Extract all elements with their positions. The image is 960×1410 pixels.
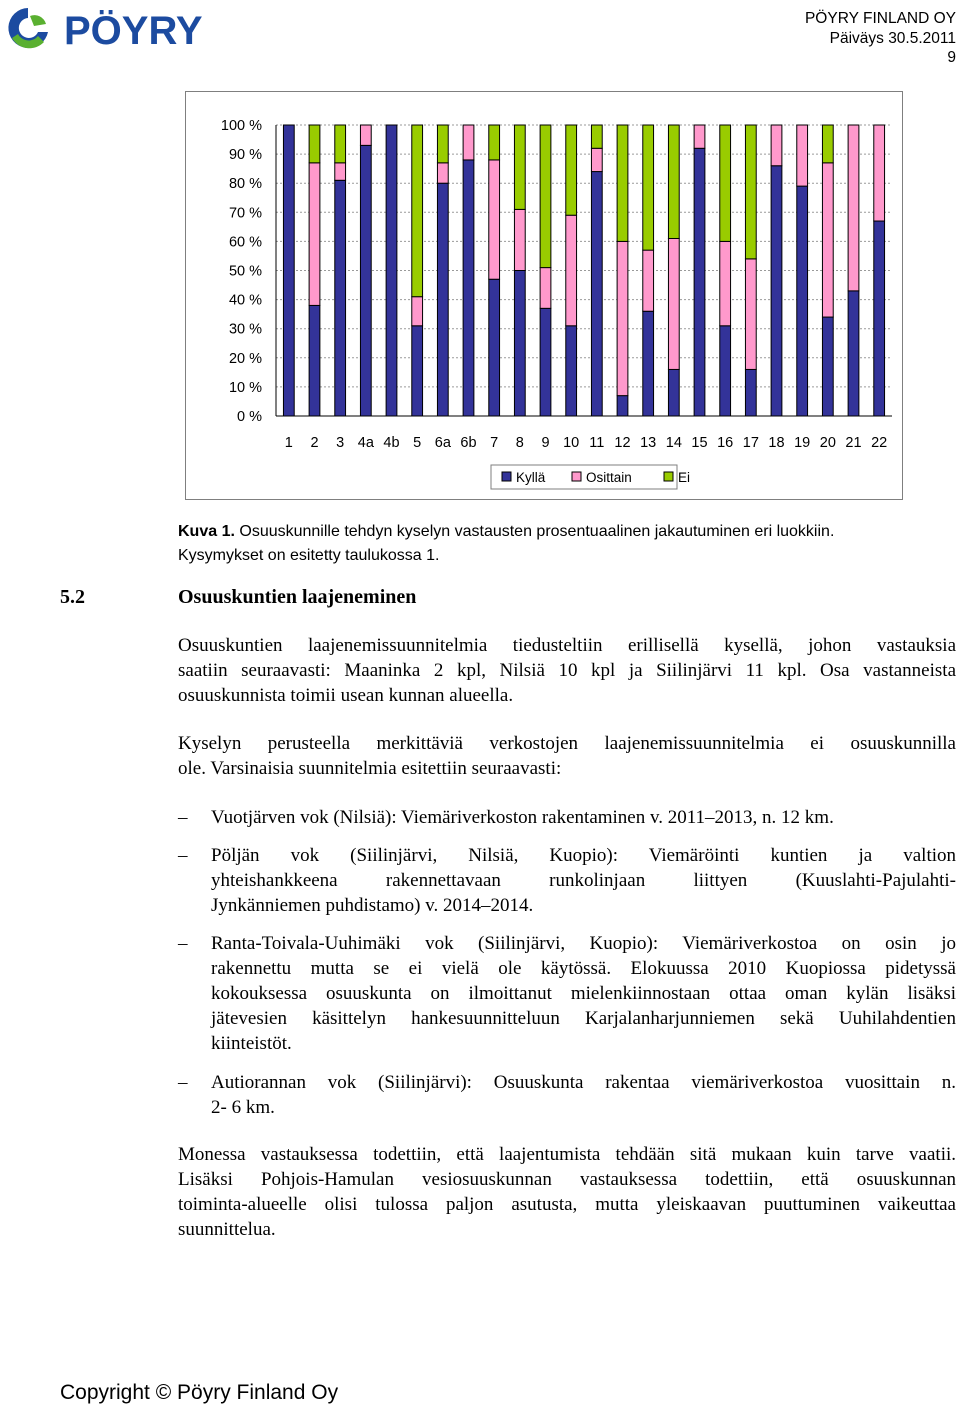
bar-segment: [591, 148, 602, 171]
x-tick-label: 15: [691, 435, 708, 451]
bar-segment: [309, 125, 320, 163]
list-item: [178, 805, 956, 830]
section-heading: [60, 586, 416, 609]
list-item: [178, 931, 956, 1056]
bar-segment: [822, 317, 833, 416]
caption-text-line2: Kysymykset on esitetty taulukossa 1.: [178, 547, 440, 564]
bar-segment: [745, 125, 756, 259]
copyright-footer: Copyright © Pöyry Finland Oy: [60, 1381, 339, 1404]
bar-segment: [617, 241, 628, 395]
y-tick-label: 90 %: [228, 147, 262, 164]
list-item: [178, 1070, 956, 1120]
bar-segment: [566, 125, 577, 215]
bar-segment: [335, 125, 346, 163]
x-tick-label: 13: [640, 435, 657, 451]
x-tick-label: 1: [284, 435, 293, 451]
section-number: 5.2: [60, 586, 85, 608]
bar-segment: [745, 259, 756, 370]
x-tick-label: 17: [742, 435, 759, 451]
bar-segment: [848, 125, 859, 291]
x-tick-label: 20: [819, 435, 836, 451]
y-tick-label: 0 %: [237, 409, 262, 425]
bar-segment: [489, 160, 500, 279]
bar-segment: [643, 311, 654, 416]
paragraph-3: [178, 1142, 956, 1242]
bar-segment: [514, 125, 525, 209]
bar-segment: [797, 186, 808, 416]
bar-segment: [540, 125, 551, 268]
logo-wordmark: PÖYRY: [64, 9, 203, 52]
x-tick-label: 18: [768, 435, 785, 451]
y-tick-label: 80 %: [228, 176, 262, 193]
bar-segment: [437, 183, 448, 416]
text-line: yhteishankkeena rakennettavaan runkolinjaan liittyen (Kuuslahti-Pajulahti-: [211, 870, 956, 891]
x-tick-label: 11: [589, 435, 605, 451]
x-tick-label: 16: [717, 435, 734, 451]
y-tick-label: 60 %: [228, 234, 262, 251]
bar-segment: [335, 180, 346, 416]
bar-segment: [309, 305, 320, 416]
x-tick-label: 8: [515, 435, 524, 451]
x-tick-label: 6b: [460, 435, 477, 451]
company-name: PÖYRY FINLAND OY: [804, 10, 956, 27]
legend-label: Osittain: [586, 470, 632, 485]
bar-segment: [668, 369, 679, 416]
legend-label: Ei: [678, 470, 691, 485]
x-tick-label: 21: [845, 435, 862, 451]
text-line: jätevesien käsittelyn hankesuunnitteluun Karjalanharjunniemen sekä Uuhilahdentien: [211, 1008, 956, 1029]
text-line: Lisäksi Pohjois-Hamulan vesiosuuskunnan vastauksessa todettiin, että osuuskunnan: [178, 1169, 956, 1190]
x-tick-label: 22: [871, 435, 888, 451]
list-dash: –: [178, 1072, 188, 1093]
bar-segment: [540, 268, 551, 309]
text-line: Autiorannan vok (Siilinjärvi): Osuuskunta rakentaa viemäriverkostoa vuosittain n.: [211, 1072, 956, 1093]
bar-segment: [771, 125, 782, 166]
bar-segment: [566, 215, 577, 326]
bar-segment: [566, 326, 577, 416]
bar-segment: [771, 166, 782, 416]
y-tick-label: 50 %: [228, 263, 262, 280]
legend-swatch: [502, 472, 511, 481]
y-tick-label: 20 %: [228, 350, 262, 367]
text-line: rakennettu mutta se ei vielä ole käytössä. Elokuussa 2010 Kuopiossa pidetyssä: [211, 958, 956, 979]
bar-segment: [335, 163, 346, 180]
bar-segment: [283, 125, 294, 416]
y-tick-label: 100 %: [220, 118, 262, 134]
x-tick-label: 4a: [357, 435, 374, 451]
poyry-logo: [4, 4, 254, 52]
bar-segment: [360, 145, 371, 416]
bar-segment: [617, 125, 628, 241]
text-line: kiinteistöt.: [211, 1033, 292, 1054]
bar-segment: [874, 125, 885, 221]
caption-label: Kuva 1.: [178, 523, 235, 540]
bar-segment: [386, 125, 397, 416]
bar-segment: [720, 326, 731, 416]
text-line: osuuskunnista toimii usean kunnan alueella.: [178, 685, 514, 706]
bar-segment: [412, 326, 423, 416]
bar-segment: [540, 308, 551, 416]
logo-mark-icon: [8, 8, 48, 48]
bar-segment: [412, 297, 423, 326]
document-header-info: [805, 9, 956, 68]
text-line: suunnittelua.: [178, 1219, 276, 1240]
bar-segment: [463, 125, 474, 160]
bar-segment: [797, 125, 808, 186]
bar-segment: [591, 172, 602, 416]
x-tick-label: 9: [541, 435, 550, 451]
bar-segment: [514, 271, 525, 417]
x-tick-label: 2: [310, 435, 319, 451]
x-tick-label: 12: [614, 435, 631, 451]
text-line: Jynkänniemen puhdistamo) v. 2014–2014.: [211, 895, 534, 916]
bar-segment: [514, 209, 525, 270]
x-tick-label: 5: [413, 435, 422, 451]
legend-swatch: [664, 472, 673, 481]
text-line: ole. Varsinaisia suunnitelmia esitettiin seuraavasti:: [178, 758, 562, 779]
list-dash: –: [178, 807, 188, 828]
text-line: Kyselyn perusteella merkittäviä verkostojen laajenemissuunnitelmia ei osuuskunnilla: [178, 733, 956, 754]
bar-segment: [822, 163, 833, 317]
y-tick-label: 40 %: [228, 292, 262, 309]
bar-segment: [309, 163, 320, 306]
bar-segment: [437, 125, 448, 163]
text-line: Vuotjärven vok (Nilsiä): Viemäriverkoston rakentaminen v. 2011–2013, n. 12 km.: [211, 807, 834, 828]
text-line: Monessa vastauksessa todettiin, että laajentumista tehdään sitä mukaan kuin tarve vaatii.: [178, 1144, 956, 1165]
x-tick-label: 10: [563, 435, 580, 451]
paragraph-1: [178, 633, 956, 708]
bar-segment: [668, 238, 679, 369]
bar-segment: [848, 291, 859, 416]
text-line: Pöljän vok (Siilinjärvi, Nilsiä, Kuopio): Viemäröinti kuntien ja valtion: [211, 845, 956, 866]
bar-segment: [360, 125, 371, 145]
y-tick-label: 70 %: [228, 205, 262, 222]
chart-canvas: [186, 92, 902, 499]
bar-segment: [694, 148, 705, 416]
x-tick-label: 3: [336, 435, 345, 451]
bar-segment: [694, 125, 705, 148]
section-title: Osuuskuntien laajeneminen: [178, 586, 417, 608]
bar-segment: [745, 369, 756, 416]
bar-segment: [412, 125, 423, 297]
bar-segment: [463, 160, 474, 416]
text-line: kokouksessa osuuskunta on ilmoittanut mielenkiinnostaan ottaa oman kylän lisäksi: [211, 983, 956, 1004]
bar-segment: [874, 221, 885, 416]
bar-segment: [668, 125, 679, 238]
text-line: Ranta-Toivala-Uuhimäki vok (Siilinjärvi, Kuopio): Viemäriverkostoa on osin jo: [211, 933, 956, 954]
bar-segment: [720, 241, 731, 325]
caption-text: Osuuskunnille tehdyn kyselyn vastausten prosentuaalinen jakautuminen eri luokkiin.: [234, 523, 835, 540]
text-line: Osuuskuntien laajenemissuunnitelmia tiedusteltiin erillisellä kysellä, johon vastauksia: [178, 635, 956, 656]
stacked-bar-chart: [185, 91, 903, 500]
bar-segment: [489, 125, 500, 160]
page-number: 9: [947, 49, 956, 66]
bar-segment: [591, 125, 602, 148]
bar-segment: [617, 396, 628, 416]
x-tick-label: 4b: [383, 435, 400, 451]
text-line: 2- 6 km.: [211, 1097, 275, 1118]
x-tick-label: 6a: [434, 435, 451, 451]
legend-swatch: [572, 472, 581, 481]
text-line: toiminta-alueelle olisi tulossa paljon asutusta, mutta yleiskaavan puuttuminen vaikeuttaa: [178, 1194, 956, 1215]
figure-caption: [178, 520, 958, 568]
bar-segment: [643, 250, 654, 311]
x-tick-label: 14: [665, 435, 682, 451]
list-dash: –: [178, 933, 188, 954]
document-date: Päiväys 30.5.2011: [829, 29, 956, 47]
text-line: saatiin seuraavasti: Maaninka 2 kpl, Nilsiä 10 kpl ja Siilinjärvi 11 kpl. Osa vastanneista: [178, 660, 956, 681]
legend-label: Kyllä: [516, 470, 546, 485]
paragraph-2: [178, 731, 956, 781]
x-tick-label: 19: [794, 435, 811, 451]
y-tick-label: 10 %: [228, 379, 262, 396]
bar-segment: [720, 125, 731, 241]
y-tick-label: 30 %: [228, 321, 262, 338]
bar-segment: [643, 125, 654, 250]
list-item: [178, 843, 956, 918]
bar-segment: [822, 125, 833, 163]
bar-segment: [489, 279, 500, 416]
x-tick-label: 7: [490, 435, 499, 451]
bar-segment: [437, 163, 448, 183]
list-dash: –: [178, 845, 188, 866]
